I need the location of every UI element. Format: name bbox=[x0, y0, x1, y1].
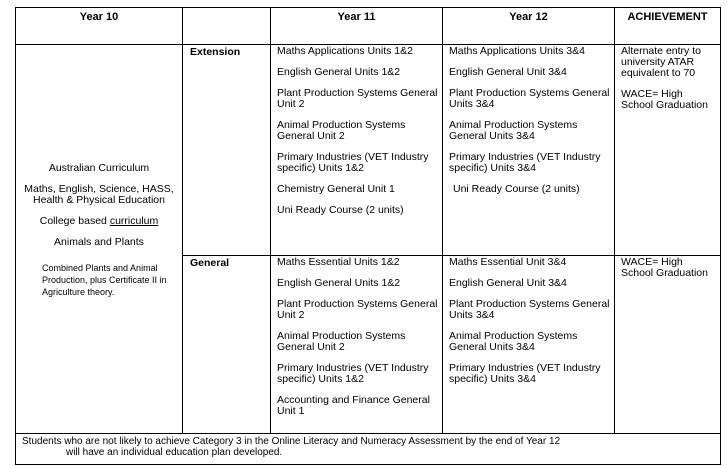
header-year12: Year 12 bbox=[443, 8, 615, 45]
year10-cell bbox=[16, 45, 183, 434]
year10-line-3-prefix: College based bbox=[39, 215, 110, 227]
extension-y11-item: Animal Production Systems General Unit 2 bbox=[277, 119, 406, 142]
extension-y11-item: Chemistry General Unit 1 bbox=[277, 183, 395, 195]
general-y12-item: Maths Essential Unit 3&4 bbox=[449, 256, 567, 268]
extension-achievement-item: Alternate entry to university ATAR equivalent to 70 bbox=[621, 45, 701, 79]
year10-note: Combined Plants and Animal Production, plus Certificate II in Agriculture theory. bbox=[42, 263, 167, 297]
curriculum-link[interactable]: curriculum bbox=[109, 215, 159, 227]
general-year11-cell bbox=[271, 256, 443, 434]
extension-y11-item: Maths Applications Units 1&2 bbox=[277, 45, 413, 57]
year10-line-2: Maths, English, Science, HASS, Health & Physical Education bbox=[24, 183, 174, 206]
extension-y12-item: Primary Industries (VET Industry specific) Units 3&4 bbox=[449, 151, 601, 174]
year10-line-3 bbox=[20, 216, 178, 227]
extension-y12-item: English General Unit 3&4 bbox=[449, 66, 567, 78]
general-label: General bbox=[183, 256, 271, 434]
general-y12-item: Primary Industries (VET Industry specific) Units 3&4 bbox=[449, 362, 601, 385]
general-y11-item: Accounting and Finance General Unit 1 bbox=[277, 394, 430, 417]
year10-line-1: Australian Curriculum bbox=[48, 162, 150, 174]
header-year11: Year 11 bbox=[271, 8, 443, 45]
general-y11-item: English General Units 1&2 bbox=[277, 277, 401, 289]
extension-achievement-item: WACE= High School Graduation bbox=[621, 88, 708, 111]
extension-year11-cell bbox=[271, 45, 443, 256]
general-y12-item: Plant Production Systems General Units 3&4 bbox=[449, 298, 610, 321]
extension-achievement-cell bbox=[615, 45, 721, 256]
header-year10: Year 10 bbox=[16, 8, 183, 45]
footer-row bbox=[16, 434, 721, 465]
general-y11-item: Maths Essential Units 1&2 bbox=[277, 256, 400, 268]
general-y12-item: Animal Production Systems General Units 3&4 bbox=[449, 330, 578, 353]
pathway-table bbox=[15, 7, 721, 465]
footer-note bbox=[16, 434, 721, 465]
footer-line-2: will have an individual education plan developed. bbox=[66, 447, 283, 458]
footer-line-1: Students who are not likely to achieve Category 3 in the Online Literacy and Numeracy Assessment by the end of Year 12 bbox=[22, 436, 561, 447]
extension-y11-item: English General Units 1&2 bbox=[277, 66, 401, 78]
extension-label: Extension bbox=[183, 45, 271, 256]
extension-y11-item: Uni Ready Course (2 units) bbox=[277, 204, 404, 216]
extension-y12-item: Uni Ready Course (2 units) bbox=[453, 183, 580, 195]
extension-row bbox=[16, 45, 721, 256]
general-y11-item: Plant Production Systems General Unit 2 bbox=[277, 298, 438, 321]
general-achievement-item: WACE= High School Graduation bbox=[621, 256, 708, 279]
general-year12-cell bbox=[443, 256, 615, 434]
extension-year12-cell bbox=[443, 45, 615, 256]
general-achievement-cell bbox=[615, 256, 721, 434]
pathway-table-page bbox=[15, 7, 720, 460]
header-blank bbox=[183, 8, 271, 45]
year10-line-4: Animals and Plants bbox=[54, 236, 144, 248]
general-y12-item: English General Unit 3&4 bbox=[449, 277, 567, 289]
general-y11-item: Primary Industries (VET Industry specific) Units 1&2 bbox=[277, 362, 429, 385]
extension-y11-item: Primary Industries (VET Industry specific) Units 1&2 bbox=[277, 151, 429, 174]
extension-y12-item: Maths Applications Units 3&4 bbox=[449, 45, 585, 57]
header-row bbox=[16, 8, 721, 45]
extension-y11-item: Plant Production Systems General Unit 2 bbox=[277, 87, 438, 110]
header-achievement: ACHIEVEMENT bbox=[615, 8, 721, 45]
general-y11-item: Animal Production Systems General Unit 2 bbox=[277, 330, 406, 353]
extension-y12-item: Plant Production Systems General Units 3&4 bbox=[449, 87, 610, 110]
extension-y12-item: Animal Production Systems General Units 3&4 bbox=[449, 119, 578, 142]
